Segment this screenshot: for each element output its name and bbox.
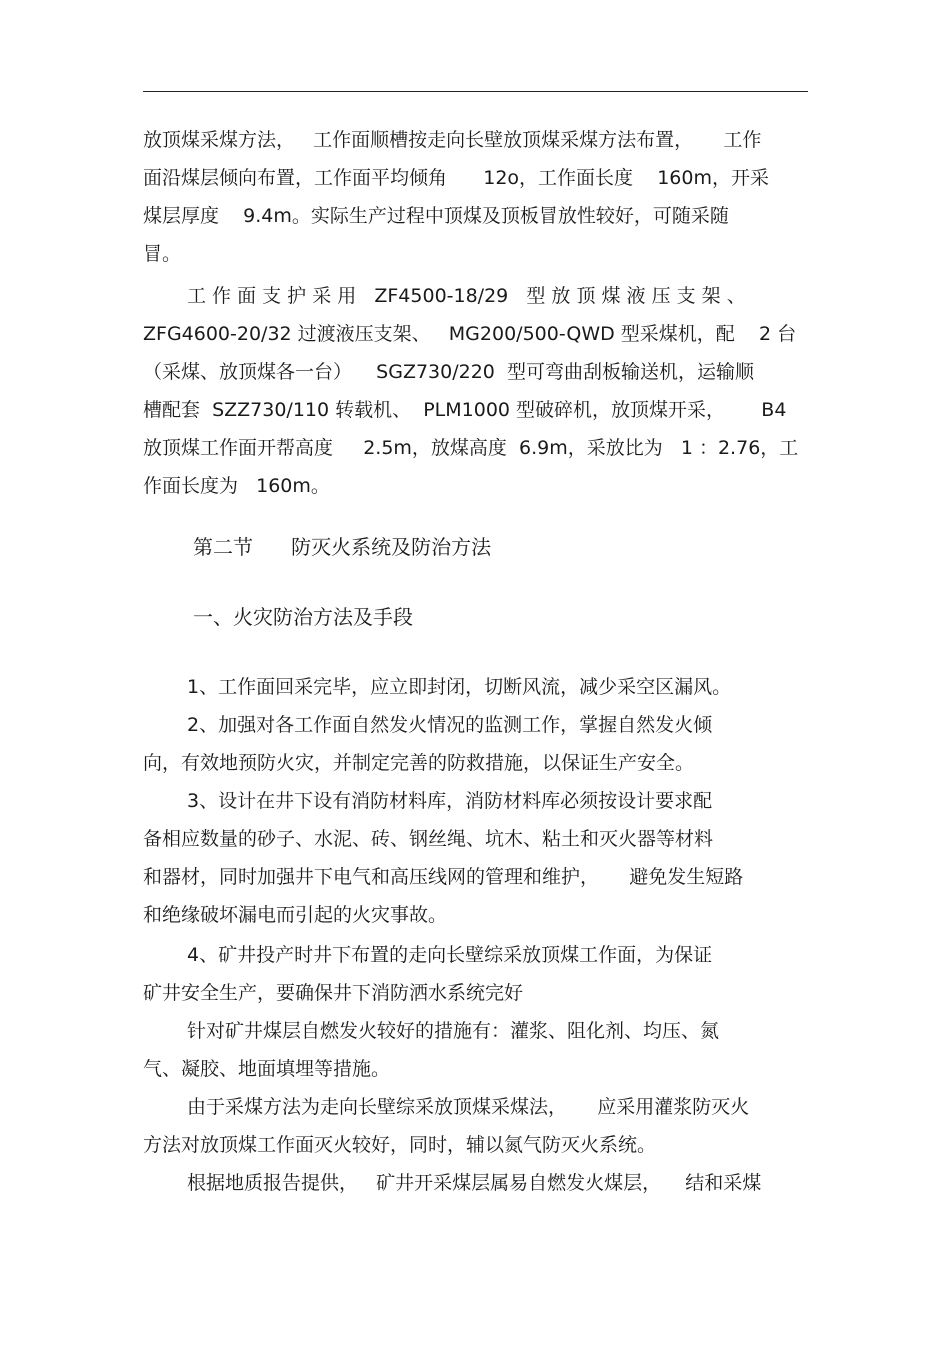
method-line-1: 由于采煤方法为走向长壁综采放顶煤采煤法， 应采用灌浆防灭火 xyxy=(187,1096,750,1118)
item-4-line-2: 矿井安全生产，要确保井下消防洒水系统完好 xyxy=(143,982,524,1004)
paragraph-2-line-5: 放顶煤工作面开帮高度 2.5m，放煤高度 6.9m，采放比为 1 ：2.76，工 xyxy=(143,437,799,459)
paragraph-1-line-2: 面沿煤层倾向布置，工作面平均倾角 12o，工作面长度 160m，开采 xyxy=(143,167,769,189)
paragraph-1-line-4: 冒。 xyxy=(143,243,182,265)
item-3-line-1: 3、设计在井下设有消防材料库，消防材料库必须按设计要求配 xyxy=(187,790,713,812)
paragraph-2-line-3: （采煤、放顶煤各一台） SGZ730/220 型可弯曲刮板输送机，运输顺 xyxy=(143,361,754,383)
paragraph-2-line-6: 作面长度为 160m。 xyxy=(143,475,330,497)
geology-line-1: 根据地质报告提供， 矿井开采煤层属易自燃发火煤层， 结和采煤 xyxy=(187,1172,762,1194)
measures-line-1: 针对矿井煤层自燃发火较好的措施有：灌浆、阻化剂、均压、氮 xyxy=(187,1020,720,1042)
paragraph-1-line-3: 煤层厚度 9.4m。实际生产过程中顶煤及顶板冒放性较好，可随采随 xyxy=(143,205,729,227)
header-rule xyxy=(143,91,808,92)
paragraph-2-line-1: 工 作 面 支 护 采 用 ZF4500-18/29 型 放 顶 煤 液 压 支 架 、 xyxy=(187,285,746,307)
paragraph-1-line-1: 放顶煤采煤方法， 工作面顺槽按走向长壁放顶煤采煤方法布置， 工作 xyxy=(143,129,762,151)
measures-line-2: 气、凝胶、地面填埋等措施。 xyxy=(143,1058,391,1080)
item-3-line-2: 备相应数量的砂子、水泥、砖、钢丝绳、坑木、粘土和灭火器等材料 xyxy=(143,828,714,850)
item-1-line-1: 1、工作面回采完毕，应立即封闭，切断风流，减少采空区漏风。 xyxy=(187,676,732,698)
item-4-line-1: 4、矿井投产时井下布置的走向长壁综采放顶煤工作面，为保证 xyxy=(187,944,713,966)
item-2-line-2: 向，有效地预防火灾，并制定完善的防救措施，以保证生产安全。 xyxy=(143,752,695,774)
item-2-line-1: 2、加强对各工作面自然发火情况的监测工作，掌握自然发火倾 xyxy=(187,714,713,736)
method-line-2: 方法对放顶煤工作面灭火较好，同时，辅以氮气防灭火系统。 xyxy=(143,1134,657,1156)
section-heading: 第二节 防灭火系统及防治方法 xyxy=(193,535,492,559)
item-3-line-4: 和绝缘破坏漏电而引起的火灾事故。 xyxy=(143,904,448,926)
paragraph-2-line-4: 槽配套 SZZ730/110 转载机、 PLM1000 型破碎机，放顶煤开采， B4 xyxy=(143,399,787,421)
item-3-line-3: 和器材，同时加强井下电气和高压线网的管理和维护， 避免发生短路 xyxy=(143,866,744,888)
paragraph-2-line-2: ZFG4600-20/32 过渡液压支架、 MG200/500-QWD 型采煤机，配 2 台 xyxy=(143,323,797,345)
sub-heading: 一、火灾防治方法及手段 xyxy=(193,605,413,629)
